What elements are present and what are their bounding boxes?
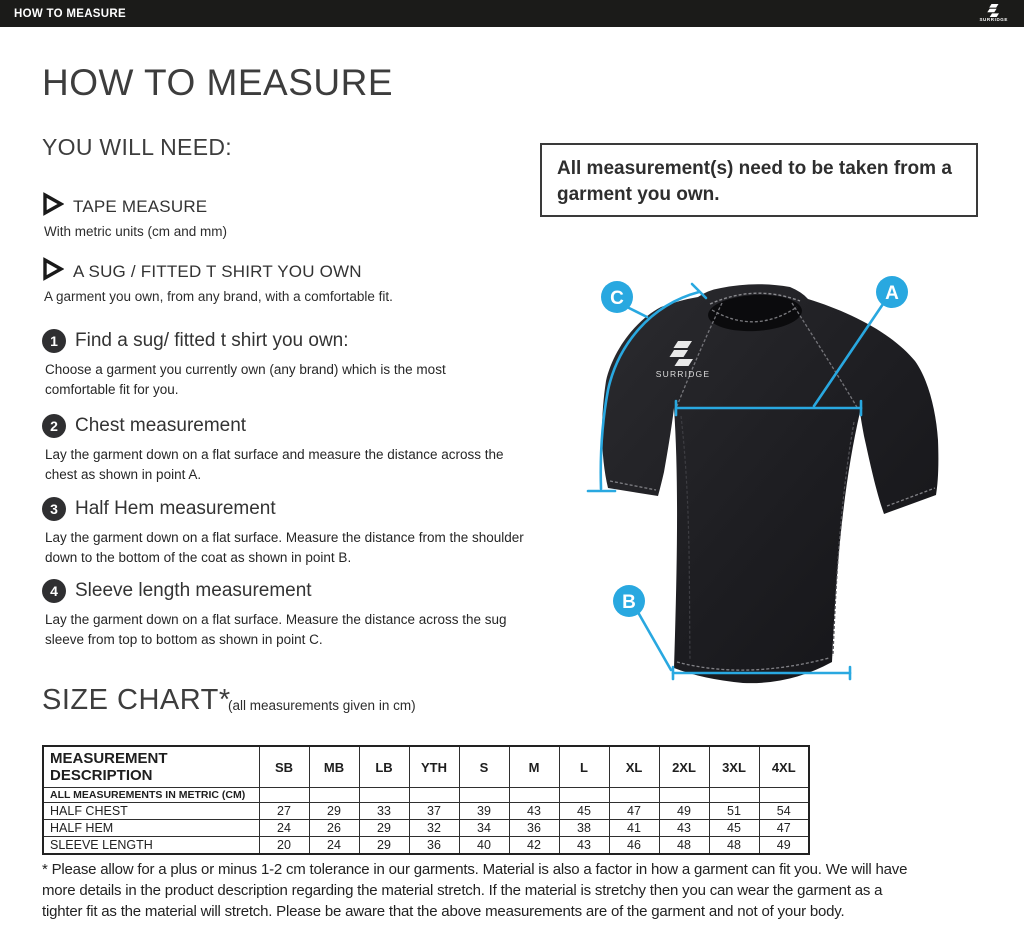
- step-number-badge: 1: [42, 329, 66, 353]
- metric-note-row: [43, 788, 809, 803]
- marker-c-leader-line: [629, 308, 647, 317]
- shirt-body: [602, 284, 938, 683]
- svg-text:C: C: [610, 288, 624, 309]
- surridge-s-icon: [985, 4, 1002, 17]
- column-header: L: [559, 746, 609, 788]
- column-header: S: [459, 746, 509, 788]
- column-header: M: [509, 746, 559, 788]
- step-3: [42, 497, 547, 569]
- tolerance-disclaimer: [42, 859, 907, 922]
- step-title: Sleeve length measurement: [75, 580, 312, 601]
- column-header: YTH: [409, 746, 459, 788]
- marker-b-leader-line: [639, 614, 671, 670]
- top-bar: [0, 0, 1024, 27]
- step-description: Lay the garment down on a flat surface and measure the distance across the chest as shown in point A.: [45, 447, 504, 483]
- you-will-need-heading: YOU WILL NEED:: [42, 134, 232, 160]
- step-description: Lay the garment down on a flat surface. Measure the distance across the sug sleeve from top to bottom as shown in point C.: [45, 612, 507, 648]
- marker-a: [876, 276, 908, 308]
- column-header: LB: [359, 746, 409, 788]
- triangle-bullet-icon: [42, 257, 64, 286]
- disclaimer-line: tighter fit as the material will stretch. Please be aware that the above measurements are of the garment and not of your body.: [42, 903, 845, 920]
- need-item-subtitle: A garment you own, from any brand, with a comfortable fit.: [44, 289, 393, 304]
- column-header: MB: [309, 746, 359, 788]
- marker-c: [601, 281, 633, 313]
- marker-b: [613, 585, 645, 617]
- triangle-bullet-icon: [42, 192, 64, 221]
- row-label: HALF CHEST: [43, 803, 259, 820]
- surridge-wordmark: SURRIDGE: [979, 17, 1008, 23]
- row-label: HALF HEM: [43, 820, 259, 837]
- column-header: 3XL: [709, 746, 759, 788]
- measurement-note-box: [540, 143, 978, 217]
- step-title: Half Hem measurement: [75, 498, 276, 519]
- step-4: [42, 579, 513, 651]
- column-header: 4XL: [759, 746, 809, 788]
- table-row: HALF HEM 24 26 29 32 34 36 38 41 43 45 47: [43, 820, 809, 837]
- step-title: Chest measurement: [75, 415, 247, 436]
- surridge-logo: [979, 4, 1008, 23]
- step-description: Choose a garment you currently own (any brand) which is the most comfortable fit for you.: [45, 362, 446, 398]
- shirt-illustration: [540, 240, 1024, 700]
- step-1: [42, 329, 497, 401]
- step-number-badge: 2: [42, 414, 66, 438]
- step-description: Lay the garment down on a flat surface. Measure the distance from the shoulder down to the bottom of the coat as shown in point B.: [45, 530, 524, 566]
- need-item-subtitle: With metric units (cm and mm): [44, 224, 228, 239]
- step-title: Find a sug/ fitted t shirt you own:: [75, 330, 349, 351]
- size-chart-header-row: [43, 746, 809, 788]
- table-row: HALF CHEST 27 29 33 37 39 43 45 47 49 51 54: [43, 803, 809, 820]
- disclaimer-line: more details in the product description regarding the material stretch. If the material is stretchy then you can wear the garment as a: [42, 882, 883, 899]
- column-header: 2XL: [659, 746, 709, 788]
- step-number-badge: 3: [42, 497, 66, 521]
- need-item-fitted-shirt: [42, 257, 393, 304]
- need-item-title: TAPE MEASURE: [73, 196, 208, 216]
- size-chart-table: [42, 745, 810, 855]
- step-number-badge: 4: [42, 579, 66, 603]
- page-title: HOW TO MEASURE: [42, 62, 394, 103]
- shirt-measurement-diagram: [540, 240, 1024, 700]
- need-item-tape-measure: [42, 192, 227, 239]
- svg-text:B: B: [622, 592, 636, 613]
- svg-text:A: A: [885, 283, 899, 304]
- table-row: SLEEVE LENGTH 20 24 29 36 40 42 43 46 48 48 49: [43, 837, 809, 855]
- step-2: [42, 414, 533, 486]
- size-chart-heading: SIZE CHART*: [42, 684, 231, 716]
- metric-note: ALL MEASUREMENTS IN METRIC (CM): [43, 788, 259, 803]
- column-header: XL: [609, 746, 659, 788]
- need-item-title: A SUG / FITTED T SHIRT YOU OWN: [73, 261, 362, 281]
- column-header: MEASUREMENT DESCRIPTION: [43, 746, 259, 788]
- disclaimer-line: * Please allow for a plus or minus 1-2 cm tolerance in our garments. Material is also a factor in how a garment can fit you. We will have: [42, 861, 908, 878]
- measurement-note-text: All measurement(s) need to be taken from a garment you own.: [557, 158, 952, 205]
- svg-text:SURRIDGE: SURRIDGE: [655, 369, 711, 379]
- size-chart-subheading: (all measurements given in cm): [228, 698, 416, 713]
- top-bar-title: HOW TO MEASURE: [14, 7, 126, 20]
- column-header: SB: [259, 746, 309, 788]
- row-label: SLEEVE LENGTH: [43, 837, 259, 855]
